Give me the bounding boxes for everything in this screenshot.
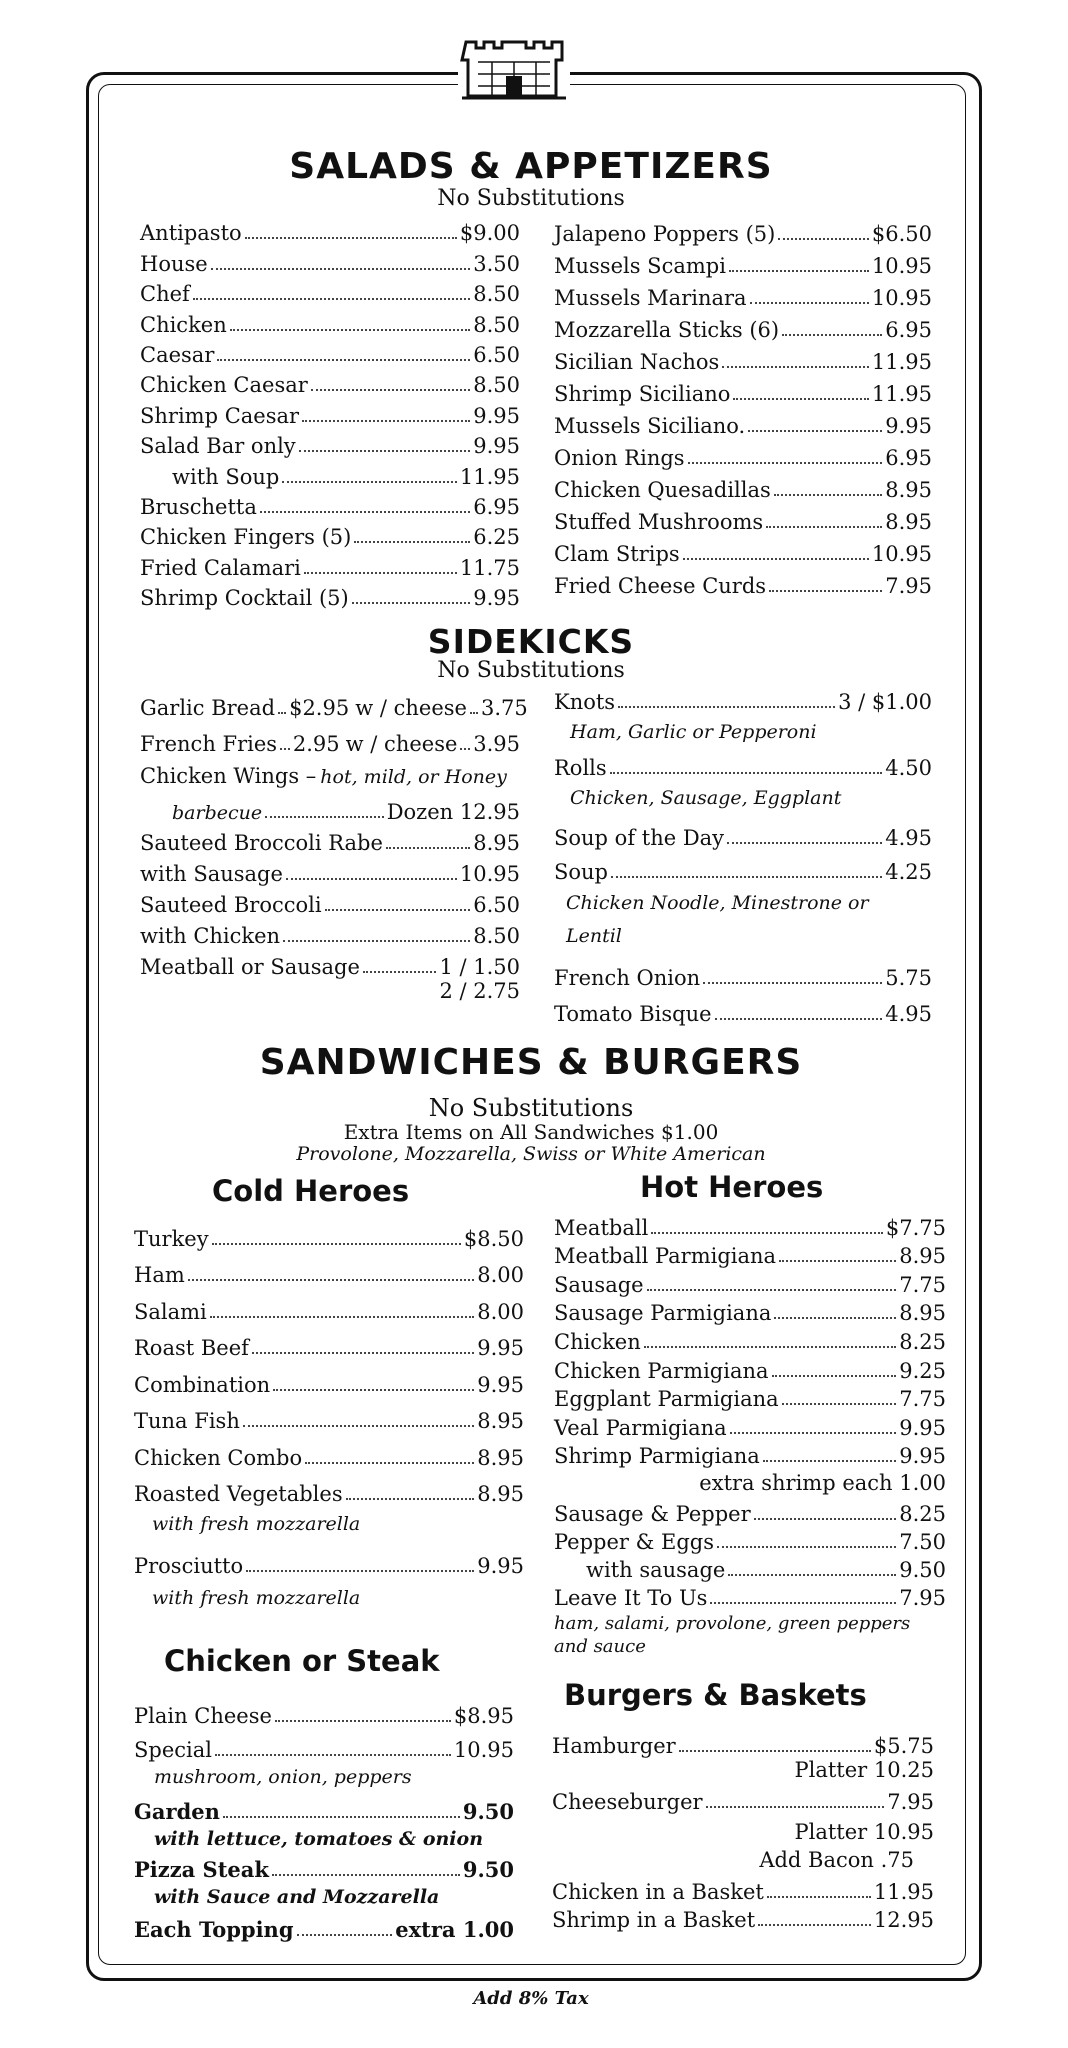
item-name: Chicken in a Basket <box>552 1880 764 1904</box>
item-name: Ham <box>134 1263 185 1287</box>
item-extra-price: 3.75 <box>480 696 528 720</box>
item-name: Shrimp in a Basket <box>552 1908 756 1932</box>
item-price: 1 / 1.50 <box>439 955 520 979</box>
item-desc: with fresh mozzarella <box>152 1587 361 1609</box>
item-name: Eggplant Parmigiana <box>554 1387 779 1412</box>
item-name: Turkey <box>134 1226 209 1251</box>
menu-row <box>134 1694 514 1728</box>
item-name: Sausage Parmigiana <box>554 1301 772 1326</box>
menu-row <box>554 246 932 278</box>
menu-row <box>554 1354 946 1383</box>
item-price: 8.95 <box>885 478 932 502</box>
menu-row <box>552 1904 934 1932</box>
item-name: with Sausage <box>140 862 283 886</box>
menu-row <box>140 580 520 610</box>
item-name: Roasted Vegetables <box>134 1482 343 1506</box>
menu-row <box>140 397 520 427</box>
item-price: 10.95 <box>871 254 932 278</box>
salads-right-column <box>554 214 932 598</box>
item-desc: with lettuce, tomatoes & onion <box>154 1828 484 1850</box>
menu-row <box>140 917 520 948</box>
menu-row <box>134 1728 514 1762</box>
menu-row <box>554 406 932 438</box>
menu-row <box>554 374 932 406</box>
item-name: Chicken Parmigiana <box>554 1358 769 1383</box>
steak-column <box>134 1694 514 1942</box>
item-name: Hamburger <box>552 1734 676 1758</box>
menu-row <box>552 1724 934 1758</box>
item-extra-price: 3.95 <box>473 732 520 756</box>
item-name: Chicken Combo <box>134 1445 303 1470</box>
item-name: Mussels Marinara <box>554 286 747 310</box>
item-desc: with Sauce and Mozzarella <box>154 1886 440 1908</box>
item-price: 9.95 <box>477 1554 524 1578</box>
menu-row <box>134 1852 514 1882</box>
item-price: 9.50 <box>462 1857 514 1882</box>
menu-row <box>554 438 932 470</box>
menu-row <box>140 245 520 275</box>
item-name: Meatball <box>554 1215 649 1240</box>
item-price: 7.75 <box>899 1272 946 1297</box>
sandwiches-title: SANDWICHES & BURGERS <box>259 1042 803 1083</box>
item-name: Sicilian Nachos <box>554 350 720 374</box>
menu-row <box>554 1211 946 1240</box>
item-name: Rolls <box>554 756 607 780</box>
menu-row <box>552 1786 934 1814</box>
item-price: 8.00 <box>477 1263 524 1287</box>
item-name: Soup <box>554 860 608 884</box>
sandwiches-cheeses: Provolone, Mozzarella, Swiss or White American <box>296 1143 766 1165</box>
menu-row <box>134 1214 524 1251</box>
item-price: 8.95 <box>477 1482 524 1506</box>
item-name: Sauteed Broccoli <box>140 893 322 917</box>
sandwiches-note: No Substitutions <box>428 1094 634 1122</box>
item-price: 6.95 <box>885 446 932 470</box>
menu-row <box>140 337 520 367</box>
item-price: 8.00 <box>477 1299 524 1324</box>
item-name: with Soup <box>172 464 280 489</box>
item-price: 11.95 <box>873 1880 934 1904</box>
item-price: 6.95 <box>473 494 520 519</box>
menu-row <box>554 534 932 566</box>
item-price: 3 / $1.00 <box>838 690 932 714</box>
menu-row <box>140 948 520 979</box>
item-price: $8.50 <box>463 1226 524 1251</box>
item-price: 9.95 <box>885 414 932 438</box>
menu-row <box>140 428 520 458</box>
menu-row <box>554 1498 946 1526</box>
menu-row <box>140 756 520 788</box>
item-price: 9.95 <box>473 586 520 611</box>
item-price: 4.95 <box>885 1002 932 1026</box>
cold-heroes-title: Cold Heroes <box>212 1174 410 1208</box>
item-price: 8.50 <box>473 312 520 337</box>
item-name: Knots <box>554 690 616 714</box>
item-price: 9.50 <box>899 1558 946 1583</box>
item-name: French Fries <box>140 732 278 756</box>
item-price: 4.25 <box>885 860 932 884</box>
menu-row <box>554 850 932 884</box>
item-price: 9.95 <box>473 434 520 459</box>
item-name: Onion Rings <box>554 446 685 470</box>
item-name: Shrimp Siciliano <box>554 382 731 406</box>
menu-row <box>554 682 932 714</box>
item-price: 6.50 <box>473 342 520 367</box>
add-bacon: Add Bacon .75 <box>759 1848 914 1872</box>
item-name: Stuffed Mushrooms <box>554 510 764 534</box>
item-name: Chicken Quesadillas <box>554 478 771 502</box>
item-price: 7.75 <box>899 1387 946 1412</box>
salads-title: SALADS & APPETIZERS <box>289 146 773 187</box>
item-price: 11.95 <box>871 350 932 374</box>
burgers-column <box>552 1724 934 1932</box>
menu-row <box>554 1526 946 1554</box>
item-desc: Lentil <box>566 925 622 947</box>
item-price: $2.95 <box>289 696 350 720</box>
item-name: Tuna Fish <box>134 1409 240 1433</box>
menu-row <box>134 1910 514 1942</box>
item-desc: ham, salami, provolone, green peppers <box>554 1613 911 1635</box>
item-name: Each Topping <box>134 1917 294 1942</box>
item-price: 8.95 <box>477 1445 524 1470</box>
item-price: 9.25 <box>899 1358 946 1383</box>
item-name: Caesar <box>140 342 215 367</box>
item-name: Shrimp Parmigiana <box>554 1444 760 1469</box>
item-price: 8.25 <box>899 1329 946 1354</box>
castle-logo <box>458 28 570 106</box>
item-extra: w / cheese <box>345 732 458 756</box>
item-price: 10.95 <box>871 542 932 566</box>
item-price: 7.50 <box>899 1530 946 1555</box>
item-price: 8.25 <box>899 1502 946 1527</box>
item-price: 2.95 <box>292 732 340 756</box>
menu-row <box>552 1874 934 1904</box>
sidekicks-left-column <box>140 684 528 1009</box>
hot-heroes-column <box>554 1211 946 1660</box>
menu-row <box>554 746 932 780</box>
item-price: 8.95 <box>473 831 520 855</box>
menu-row <box>554 1383 946 1412</box>
item-price: $5.75 <box>873 1734 934 1758</box>
item-name: Mussels Siciliano. <box>554 414 746 438</box>
item-desc: hot, mild, or Honey <box>320 766 507 788</box>
item-extra-price: 2 / 2.75 <box>439 979 520 1003</box>
item-desc: Chicken, Sausage, Eggplant <box>570 787 842 809</box>
item-name: Bruschetta <box>140 494 257 519</box>
item-price: 8.95 <box>885 510 932 534</box>
menu-row <box>554 1582 946 1610</box>
item-price: $7.75 <box>885 1215 946 1240</box>
item-name: House <box>140 251 208 276</box>
item-name: Mozzarella Sticks (6) <box>554 318 780 342</box>
item-name: Chef <box>140 282 190 307</box>
item-name: Chicken <box>140 312 227 337</box>
item-name: Garden <box>134 1799 220 1824</box>
item-price: 6.50 <box>473 893 520 917</box>
menu-row <box>554 470 932 502</box>
menu-row <box>554 1240 946 1269</box>
item-price: 8.95 <box>899 1244 946 1269</box>
menu-row <box>140 276 520 306</box>
item-price: 11.95 <box>871 382 932 406</box>
item-desc: Chicken Noodle, Minestrone or <box>566 892 869 914</box>
menu-row <box>134 1542 524 1578</box>
item-name: Shrimp Caesar <box>140 403 300 428</box>
item-name: Sausage <box>554 1272 644 1297</box>
item-name: Leave It To Us <box>554 1586 708 1611</box>
item-price: 10.95 <box>459 862 520 886</box>
item-name: Shrimp Cocktail (5) <box>140 586 349 611</box>
tax-note: Add 8% Tax <box>473 1988 589 2009</box>
menu-row <box>140 306 520 336</box>
item-name: Jalapeno Poppers (5) <box>554 222 776 246</box>
item-price: 11.75 <box>459 555 520 580</box>
item-price: 5.75 <box>885 966 932 990</box>
item-name: Pepper & Eggs <box>554 1530 715 1555</box>
menu-row <box>134 1324 524 1361</box>
menu-row <box>554 310 932 342</box>
menu-row <box>554 278 932 310</box>
item-price: 4.50 <box>885 756 932 780</box>
menu-row <box>140 720 520 756</box>
menu-row <box>140 549 520 579</box>
menu-row <box>140 855 520 886</box>
item-price: 10.95 <box>871 286 932 310</box>
menu-row <box>140 367 520 397</box>
menu-row <box>140 489 520 519</box>
item-name: Chicken Fingers (5) <box>140 525 352 550</box>
menu-row <box>554 502 932 534</box>
menu-row <box>134 1287 524 1324</box>
item-name: Roast Beef <box>134 1336 249 1360</box>
menu-row <box>554 954 932 990</box>
item-price: 8.50 <box>473 373 520 398</box>
menu-row <box>554 1268 946 1297</box>
menu-row <box>140 886 520 917</box>
item-price: 8.95 <box>899 1301 946 1326</box>
menu-row <box>140 458 520 488</box>
item-name: Clam Strips <box>554 542 680 566</box>
menu-row <box>134 1360 524 1397</box>
item-price: 9.95 <box>899 1415 946 1440</box>
menu-row <box>554 1554 946 1582</box>
item-name: Chicken Caesar <box>140 373 308 398</box>
item-price: 6.25 <box>473 525 520 550</box>
sidekicks-note: No Substitutions <box>437 658 625 683</box>
item-price: 3.50 <box>473 251 520 276</box>
menu-row <box>554 1297 946 1326</box>
item-name: Special <box>134 1738 212 1762</box>
platter-price: Platter 10.25 <box>794 1758 934 1782</box>
sidekicks-right-column <box>554 682 932 1026</box>
item-name: Salad Bar only <box>140 434 296 459</box>
menu-row <box>134 1433 524 1470</box>
item-price: 9.95 <box>473 403 520 428</box>
item-desc: mushroom, onion, peppers <box>154 1766 412 1788</box>
menu-row <box>134 1251 524 1288</box>
item-name: Veal Parmigiana <box>554 1415 727 1440</box>
item-price: 4.95 <box>885 826 932 850</box>
menu-row <box>140 519 520 549</box>
item-price: 6.95 <box>885 318 932 342</box>
menu-row <box>134 1397 524 1434</box>
item-name: Sauteed Broccoli Rabe <box>140 831 383 855</box>
item-price: 9.50 <box>462 1799 514 1824</box>
item-price: 7.95 <box>899 1586 946 1611</box>
item-extra: w / cheese <box>355 696 467 720</box>
item-price: 9.95 <box>477 1372 524 1397</box>
sidekicks-title: SIDEKICKS <box>427 622 635 661</box>
menu-row <box>554 214 932 246</box>
item-name: Tomato Bisque <box>554 1002 712 1026</box>
item-name: Pizza Steak <box>134 1857 269 1882</box>
menu-row <box>554 990 932 1026</box>
item-name: Fried Calamari <box>140 555 301 580</box>
menu-row <box>554 814 932 850</box>
item-price: $6.50 <box>871 222 932 246</box>
item-name: with Chicken <box>140 924 281 948</box>
item-price: 12.95 <box>873 1908 934 1932</box>
salads-note: No Substitutions <box>437 186 625 211</box>
item-desc: with fresh mozzarella <box>152 1513 361 1535</box>
item-name: Soup of the Day <box>554 826 725 850</box>
item-name: Antipasto <box>140 221 242 246</box>
item-price: 9.95 <box>477 1336 524 1360</box>
menu-row <box>554 566 932 598</box>
menu-row <box>140 824 520 855</box>
menu-row <box>554 342 932 374</box>
item-desc: barbecue <box>172 802 263 824</box>
hot-heroes-title: Hot Heroes <box>640 1170 824 1204</box>
menu-row <box>140 215 520 245</box>
item-price: 9.95 <box>899 1444 946 1469</box>
item-desc: Ham, Garlic or Pepperoni <box>570 721 817 743</box>
menu-row <box>140 684 528 720</box>
menu-row <box>134 1794 514 1824</box>
item-name: Mussels Scampi <box>554 254 726 278</box>
sandwiches-extra: Extra Items on All Sandwiches $1.00 <box>343 1120 719 1144</box>
item-name: Meatball Parmigiana <box>554 1244 777 1269</box>
menu-row <box>554 1440 946 1469</box>
item-price: 7.95 <box>887 1790 934 1814</box>
menu-row <box>134 1470 524 1507</box>
menu-row <box>554 1325 946 1354</box>
item-price: 11.95 <box>459 464 520 489</box>
burgers-title: Burgers & Baskets <box>564 1678 867 1712</box>
item-name: Cheeseburger <box>552 1790 703 1814</box>
item-price: 8.50 <box>473 924 520 948</box>
item-name: French Onion <box>554 966 701 990</box>
item-name: Plain Cheese <box>134 1704 272 1728</box>
item-price: extra 1.00 <box>395 1917 514 1942</box>
item-name: Meatball or Sausage <box>140 955 360 979</box>
item-name: Prosciutto <box>134 1554 244 1578</box>
item-name: Salami <box>134 1299 207 1324</box>
item-price: Dozen 12.95 <box>386 800 520 824</box>
item-name: Combination <box>134 1372 271 1397</box>
platter-price: Platter 10.95 <box>794 1820 934 1844</box>
item-price: 8.50 <box>473 282 520 307</box>
item-name: Fried Cheese Curds <box>554 574 767 598</box>
menu-row <box>554 1411 946 1440</box>
item-price: $9.00 <box>459 221 520 246</box>
item-name: Sausage & Pepper <box>554 1502 751 1527</box>
menu-row <box>140 788 520 824</box>
item-price: $8.95 <box>453 1704 514 1728</box>
item-desc: and sauce <box>554 1636 646 1658</box>
steak-title: Chicken or Steak <box>164 1644 440 1678</box>
item-price: 7.95 <box>885 574 932 598</box>
item-price: 8.95 <box>477 1409 524 1433</box>
salads-left-column <box>140 215 520 610</box>
item-name: Chicken <box>554 1329 641 1354</box>
item-price: 10.95 <box>453 1738 514 1762</box>
item-name: with sausage <box>586 1558 726 1583</box>
item-name: Chicken Wings – <box>140 764 317 788</box>
extra-shrimp: extra shrimp each 1.00 <box>699 1471 946 1496</box>
cold-heroes-column <box>134 1214 524 1614</box>
item-name: Garlic Bread <box>140 696 276 720</box>
